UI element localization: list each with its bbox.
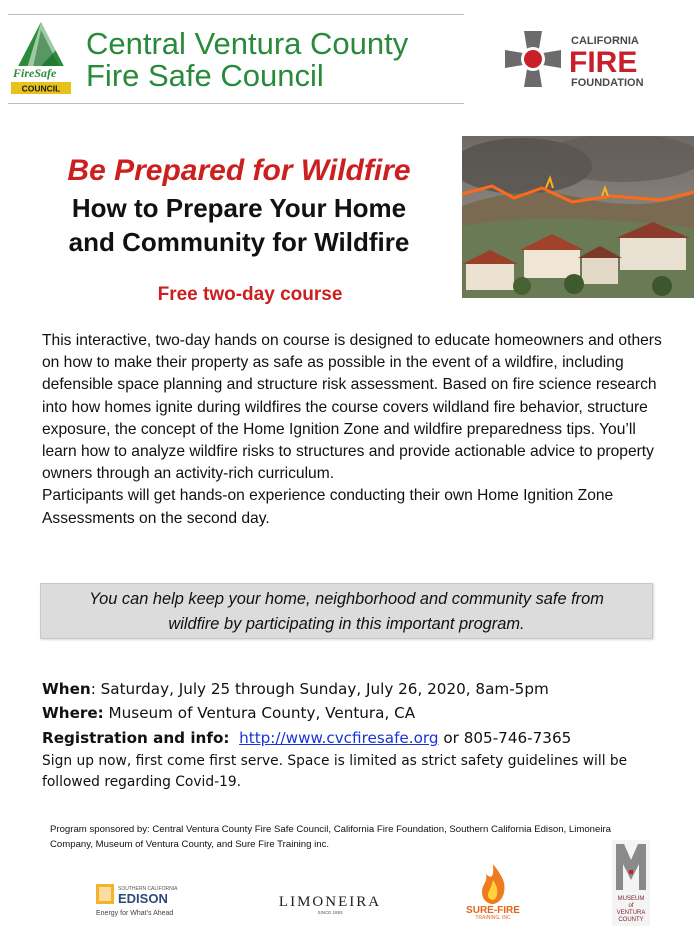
description-paragraph-2: Participants will get hands-on experience conducting their own Home Ignition Zone Assessments on the second day.: [42, 487, 614, 527]
when-line: [42, 677, 549, 701]
header-top-rule: [8, 14, 464, 15]
when-value: : Saturday, July 25 through Sunday, July 26, 2020, 8am-5pm: [90, 680, 549, 698]
limoneira-since: SINCE 1893: [317, 910, 343, 915]
title-line-1: How to Prepare Your Home: [71, 193, 407, 223]
cff-line3: FOUNDATION: [571, 77, 644, 89]
header-bottom-rule: [8, 103, 464, 104]
california-fire-foundation-logo: [503, 28, 663, 92]
edison-tagline: Energy for What’s Ahead: [96, 910, 174, 917]
edison-name: EDISON: [118, 891, 168, 906]
callout-box: [40, 583, 653, 639]
org-name-line1: Central Ventura County: [86, 26, 409, 61]
cff-line1: CALIFORNIA: [571, 35, 639, 47]
signup-note: Sign up now, first come first serve. Space is limited as strict safety guidelines will be followed regarding Covid-19.: [42, 753, 628, 790]
where-label: Where:: [42, 704, 104, 722]
description-paragraph: This interactive, two-day hands on course is designed to educate homeowners and others on how to make their property as safe as possible in the event of a wildfire, including defensible space planning and structure risk assessment. Based on fire science research into how homes ignite during wildfires the course covers wildland fire behavior, structure exposure, the concept of the Home Ignition Zone and wildfire preparedness tips. You’ll learn how to analyze wildfire risks to structures and provide actionable advice to property owners through an activity-rich curriculum.: [42, 332, 662, 483]
where-line: [42, 701, 415, 725]
edison-small: SOUTHERN CALIFORNIA: [118, 886, 178, 892]
registration-label: Registration and info:: [42, 729, 230, 747]
logo-text-bottom: COUNCIL: [21, 83, 61, 94]
museum-line4: COUNTY: [618, 917, 644, 923]
sure-fire-logo: [448, 862, 538, 920]
museum-of-ventura-county-logo: [612, 840, 650, 926]
registration-phone: or 805-746-7365: [438, 729, 572, 747]
callout-line-1: You can help keep your home, neighborhood and community safe from: [89, 590, 604, 608]
maltese-cross-icon: [505, 31, 561, 87]
museum-line3: VENTURA: [616, 910, 646, 916]
limoneira-logo: [270, 892, 390, 916]
museum-line2: of: [628, 903, 634, 909]
when-label: When: [42, 680, 91, 698]
sponsor-text: Program sponsored by: Central Ventura County Fire Safe Council, California Fire Foundation, Southern California Edison, Limoneira Company, Museum of Ventura County, and Sure Fire Training inc.: [50, 824, 611, 850]
course-description: [42, 330, 667, 530]
org-name-line2: Fire Safe Council: [86, 58, 324, 93]
museum-line1: MUSEUM: [617, 896, 645, 902]
registration-line: [42, 726, 571, 750]
wildfire-photo: [462, 136, 694, 298]
subtitle: Free two-day course: [157, 284, 343, 305]
headline: Be Prepared for Wildfire: [67, 154, 411, 187]
surefire-sub: TRAINING, INC: [475, 915, 511, 920]
fire-safe-council-logo: [10, 20, 72, 100]
surefire-name: SURE-FIRE: [466, 905, 520, 916]
callout-line-2: wildfire by participating in this important program.: [168, 615, 525, 633]
edison-logo: [94, 882, 186, 918]
title-line-2: and Community for Wildfire: [68, 227, 410, 257]
registration-link[interactable]: http://www.cvcfiresafe.org: [239, 729, 439, 747]
org-name: [86, 28, 408, 92]
logo-text-top: FireSafe: [13, 66, 57, 80]
limoneira-name: LIMONEIRA: [278, 894, 382, 910]
cff-line2: FIRE: [569, 46, 638, 79]
where-value: Museum of Ventura County, Ventura, CA: [103, 704, 416, 722]
